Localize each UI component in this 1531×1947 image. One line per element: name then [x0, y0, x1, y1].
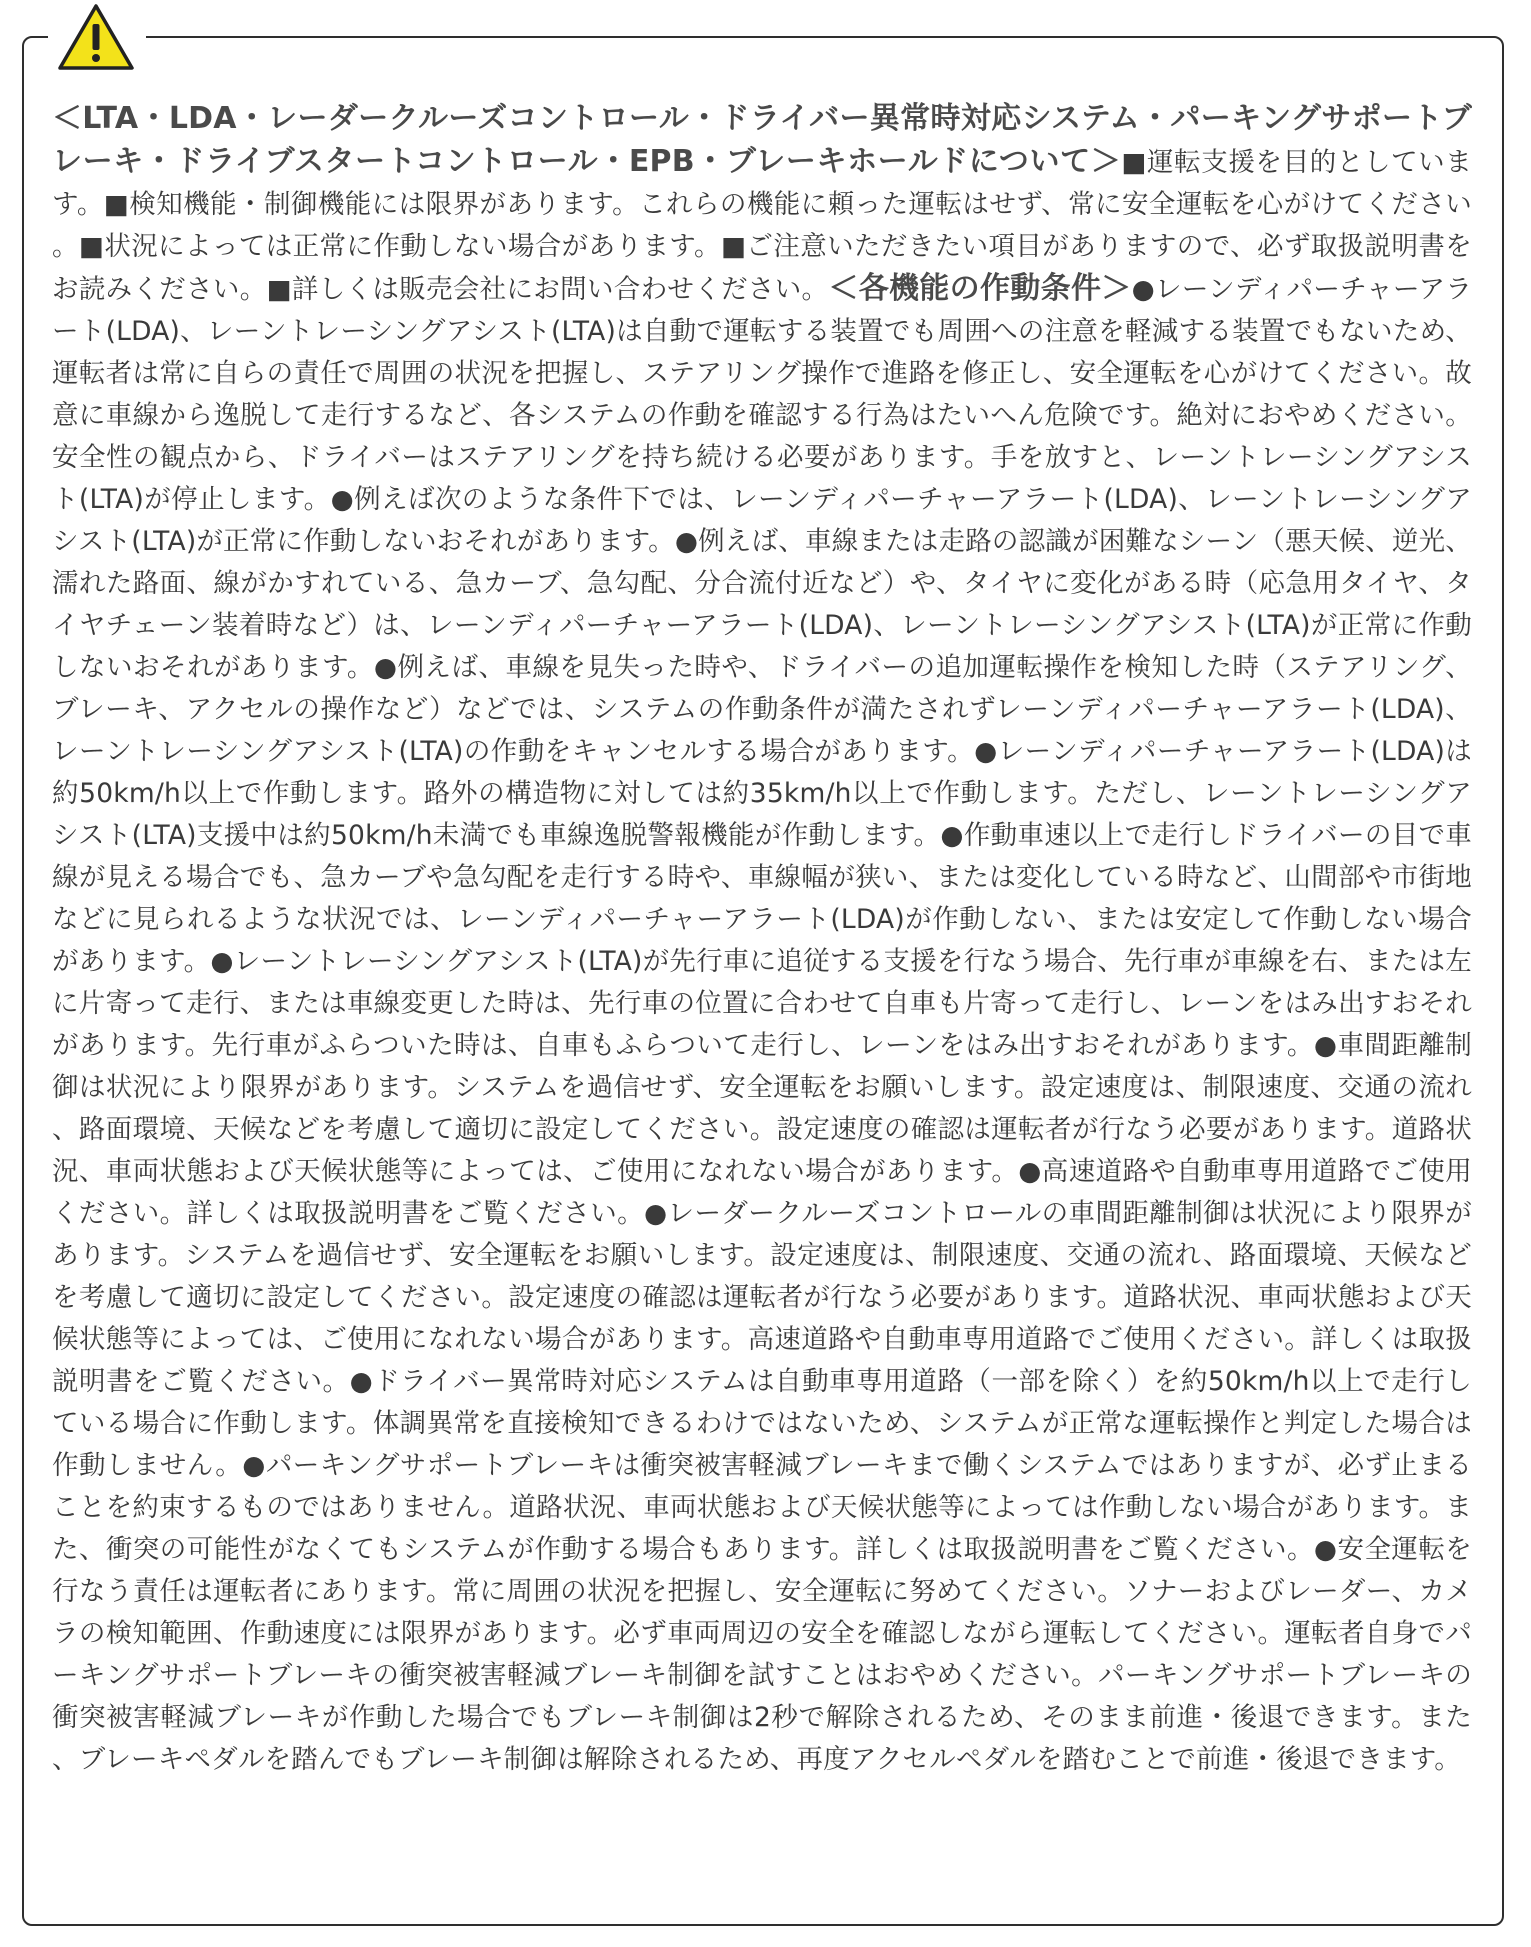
warning-icon-container — [48, 2, 146, 74]
body-text: ●レーンディパーチャーアラート(LDA)、レーントレーシングアシスト(LTA)は自動で運転する装置でも周囲への注意を軽減する装置でもないため、運転者は常に自らの責任で周囲の状況を把握し、ステアリング操作で進路を修正し、安全運転を心がけてください。故意に車線から逸脱して走行するなど、各システムの作動を確認する行為はたいへん危険です。絶対におやめください。安全性の観点から、ドライバーはステアリングを持ち続ける必要があります。手を放すと、レーントレーシングアシスト(LTA)が停止します。●例えば次のような条件下では、レーンディパーチャーアラート(LDA)、レーントレーシングアシスト(LTA)が正常に作動しないおそれがあります。●例えば、車線または走路の認識が困難なシーン（悪天候、逆光、濡れた路面、線がかすれている、急カーブ、急勾配、分合流付近など）や、タイヤに変化がある時（応急用タイヤ、タイヤチェーン装着時など）は、レーンディパーチャーアラート(LDA)、レーントレーシングアシスト(LTA)が正常に作動しないおそれがあります。●例えば、車線を見失った時や、ドライバーの追加運転操作を検知した時（ステアリング、ブレーキ、アクセルの操作など）などでは、システムの作動条件が満たされずレーンディパーチャーアラート(LDA)、レーントレーシングアシスト(LTA)の作動をキャンセルする場合があります。●レーンディパーチャーアラート(LDA)は約50km/h以上で作動します。路外の構造物に対しては約35km/h以上で作動します。ただし、レーントレーシングアシスト(LTA)支援中は約50km/h未満でも車線逸脱警報機能が作動します。●作動車速以上で走行しドライバーの目で車線が見える場合でも、急カーブや急勾配を走行する時や、車線幅が狭い、または変化している時など、山間部や市街地などに見られるような状況では、レーンディパーチャーアラート(LDA)が作動しない、または安定して作動しない場合があります。●レーントレーシングアシスト(LTA)が先行車に追従する支援を行なう場合、先行車が車線を右、または左に片寄って走行、または車線変更した時は、先行車の位置に合わせて自車も片寄って走行し、レーンをはみ出すおそれがあります。先行車がふらついた時は、自車もふらついて走行し、レーンをはみ出すおそれがあります。●車間距離制御は状況により限界があります。システムを過信せず、安全運転をお願いします。設定速度は、制限速度、交通の流れ、路面環境、天候などを考慮して適切に設定してください。設定速度の確認は運転者が行なう必要があります。道路状況、車両状態および天候状態等によっては、ご使用になれない場合があります。●高速道路や自動車専用道路でご使用ください。詳しくは取扱説明書をご覧ください。●レーダークルーズコントロールの車間距離制御は状況により限界があります。システムを過信せず、安全運転をお願いします。設定速度は、制限速度、交通の流れ、路面環境、天候などを考慮して適切に設定してください。設定速度の確認は運転者が行なう必要があります。道路状況、車両状態および天候状態等によっては、ご使用になれない場合があります。高速道路や自動車専用道路でご使用ください。詳しくは取扱説明書をご覧ください。●ドライバー異常時対応システムは自動車専用道路（一部を除く）を約50km/h以上で走行している場合に作動します。体調異常を直接検知できるわけではないため、システムが正常な運転操作と判定した場合は作動しません。●パーキングサポートブレーキは衝突被害軽減ブレーキまで働くシステムではありますが、必ず止まることを約束するものではありません。道路状況、車両状態および天候状態等によっては作動しない場合があります。また、衝突の可能性がなくてもシステムが作動する場合もあります。詳しくは取扱説明書をご覧ください。●安全運転を行なう責任は運転者にあります。常に周囲の状況を把握し、安全運転に努めてください。ソナーおよびレーダー、カメラの検知範囲、作動速度には限界があります。必ず車両周辺の安全を確認しながら運転してください。運転者自身でパーキングサポートブレーキの衝突被害軽減ブレーキ制御を試すことはおやめください。パーキングサポートブレーキの衝突被害軽減ブレーキが作動した場合でもブレーキ制御は2秒で解除されるため、そのまま前進・後退できます。また、ブレーキペダルを踏んでもブレーキ制御は解除されるため、再度アクセルペダルを踏むことで前進・後退できます。 — [52, 274, 1473, 1775]
warning-triangle-icon — [56, 2, 136, 72]
intro-text: ■運転支援を目的としています。■検知機能・制御機能には限界があります。これらの機能に頼った運転はせず、常に安全運転を心がけてください。■状況によっては正常に作動しない場合があります。■ご注意いただきたい項目がありますので、必ず取扱説明書をお読みください。■詳しくは販売会社にお問い合わせください。 — [52, 147, 1472, 305]
heading-lta-lda: ＜LTA・LDA・レーダークルーズコントロール・ドライバー異常時対応システム・パーキングサポートブレーキ・ドライブスタートコントロール・EPB・ブレーキホールドについて＞ — [52, 101, 1472, 179]
notice-text — [52, 98, 1472, 1781]
heading-operating-conditions: ＜各機能の作動条件＞ — [828, 271, 1132, 306]
